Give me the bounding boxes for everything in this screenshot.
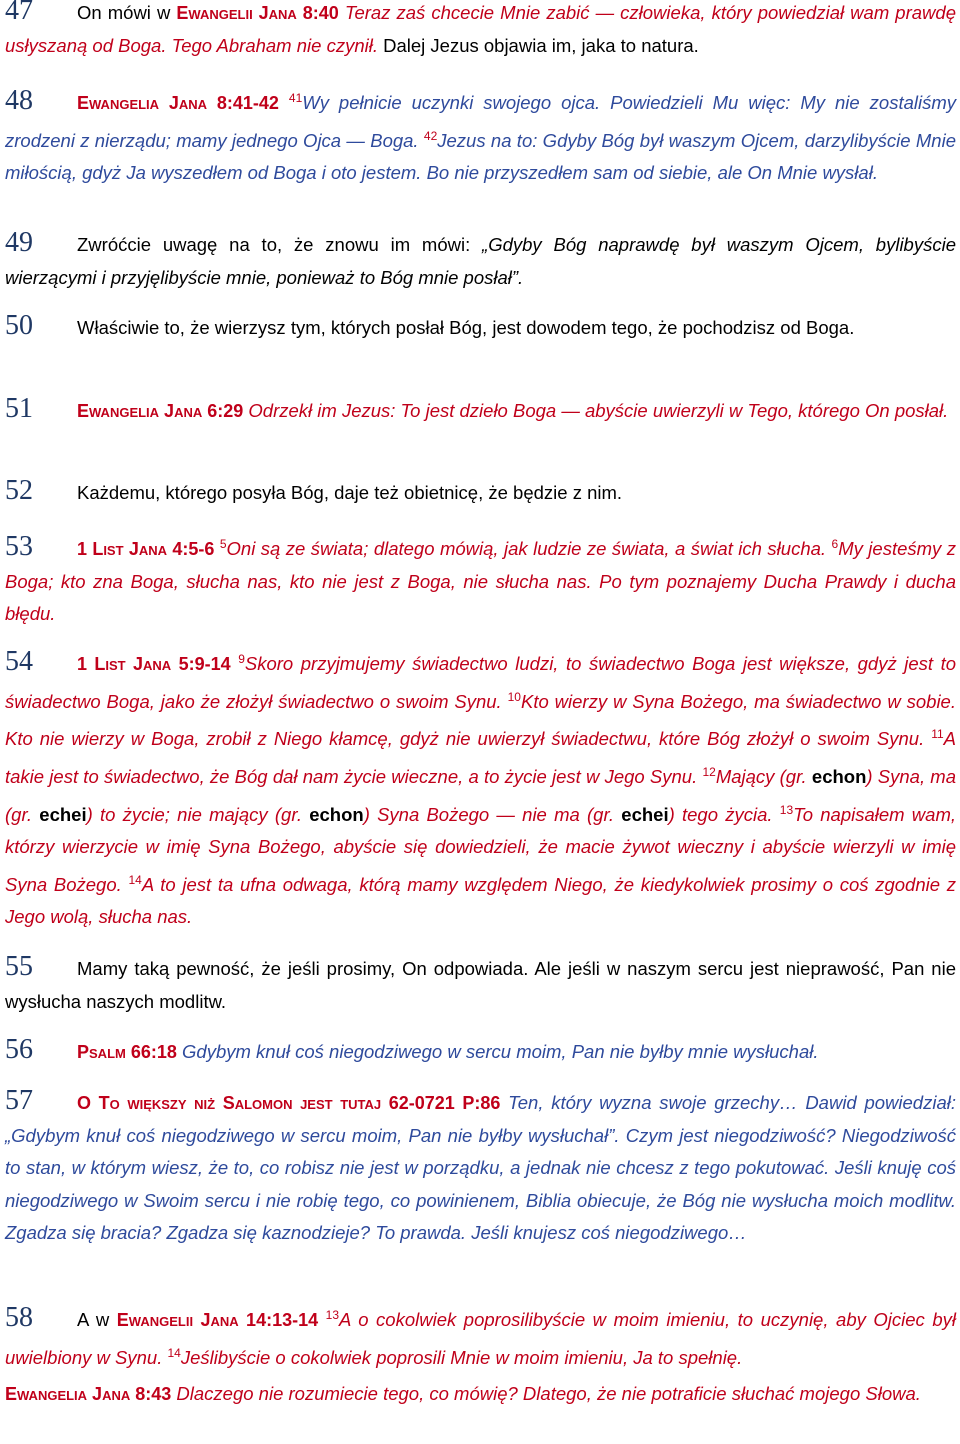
body-text: A w — [77, 1309, 117, 1331]
paragraph-number: 54 — [5, 646, 33, 678]
verse-number: 14 — [128, 872, 142, 887]
greek-word: echon — [811, 766, 867, 788]
scripture-reference: 1 List Jana 4:5-6 — [77, 539, 215, 560]
scripture-quote: Dlaczego nie rozumiecie tego, co mówię? Dlatego, że nie potraficie słuchać mojego Słowa. — [171, 1383, 921, 1404]
paragraph-54 — [5, 643, 956, 934]
paragraph-number: 53 — [5, 531, 33, 563]
scripture-quote: Odrzekł im Jezus: To jest dzieło Boga — abyście uwierzyli w Tego, którego On posłał. — [243, 400, 949, 421]
paragraph-48 — [5, 82, 956, 190]
body-text: Mamy taką pewność, że jeśli prosimy, On odpowiada. Ale jeśli w naszym sercu jest nieprawość, Pan nie wysłucha naszych modlitw. — [5, 958, 956, 1012]
paragraph-59 — [5, 1378, 956, 1411]
scripture-quote: To napisałem wam, którzy wierzycie w imię Syna Bożego, abyście się dowiedzieli, że macie żywot wieczny i abyście wierzyli w imię Syna Bożego. — [5, 803, 956, 895]
scripture-reference: Ewangelii Jana 14:13-14 — [116, 1310, 319, 1331]
scripture-quote: Wy pełnicie uczynki swojego ojca. Powiedzieli Mu więc: My nie zostaliśmy zrodzeni z nierządu; mamy jednego Ojca — Boga. — [5, 92, 957, 151]
verse-number: 13 — [325, 1308, 340, 1322]
sermon-reference: O To większy niż Salomon jest tutaj 62-0721 P:86 — [77, 1093, 501, 1113]
paragraph-number: 57 — [5, 1085, 33, 1116]
paragraph-50 — [5, 312, 956, 345]
paragraph-58 — [5, 1299, 956, 1374]
scripture-quote: Kto wierzy w Syna Bożego, ma świadectwo w sobie. Kto nie wierzy w Boga, zrobił z Niego kłamcę, gdyż nie uwierzył świadectwu, które Bóg złożył o swoim Synu. — [5, 690, 956, 750]
scripture-reference: Ewangelia Jana 8:41-42 — [77, 93, 279, 114]
paragraph-49 — [5, 229, 956, 294]
body-text: Każdemu, którego posyła Bóg, daje też obietnicę, że będzie z nim. — [77, 482, 623, 503]
greek-word: echei — [39, 803, 87, 825]
verse-number: 41 — [288, 91, 303, 105]
scripture-quote: Oni są ze świata; dlatego mówią, jak ludzie ze świata, a świat ich słucha. — [226, 538, 827, 560]
verse-number: 14 — [167, 1345, 181, 1360]
paragraph-51 — [5, 395, 956, 428]
sermon-quote: Ten, który wyzna swoje grzechy… Dawid powiedział: „Gdybym knuł coś niegodziwego w sercu moim, Pan nie byłby wysłuchał”. Czym jest niegodziwość? Niegodziwość to stan, w którym wiesz, że to, co robisz nie jest w porządku, a jednak nie chcesz z tego pokutować. Jeśli knuję coś niegodziwego w Swoim sercu i nie robię tego, co powinienem, Biblia obiecuje, że Bóg nie wysłucha moich modlitw. Zgadza się bracia? Zgadza się kaznodzieje? To prawda. Jeśli knujesz coś niegodziwego… — [5, 1092, 956, 1243]
body-text: On mówi w — [77, 2, 177, 23]
paragraph-number: 48 — [5, 85, 33, 117]
body-text: Właściwie to, że wierzysz tym, których posłał Bóg, jest dowodem tego, że pochodzisz od Boga. — [77, 317, 855, 338]
scripture-quote: Jezus na to: Gdyby Bóg był waszym Ojcem, darzylibyście Mnie miłością, gdyż Ja wyszedłem od Boga i oto jestem. Bo nie przyszedłem sam od siebie, ale On Mnie wysłał. — [5, 129, 956, 184]
paragraph-52 — [5, 477, 956, 510]
body-text: Dalej Jezus objawia im, jaka to natura. — [377, 34, 699, 56]
verse-number: 42 — [423, 128, 438, 143]
paragraph-number: 52 — [5, 475, 33, 506]
scripture-quote: A o cokolwiek poprosilibyście w moim imieniu, to uczynię, aby Ojciec był uwielbiony w Synu. — [5, 1309, 956, 1368]
scripture-quote: Teraz zaś chcecie Mnie zabić — człowieka, który powiedział wam prawdę usłyszaną od Boga. Tego Abraham nie czynił. — [5, 2, 956, 56]
verse-number: 13 — [779, 802, 794, 817]
paragraph-number: 56 — [5, 1034, 33, 1065]
verse-number: 11 — [931, 727, 944, 742]
verse-number: 9 — [238, 652, 245, 666]
scripture-quote: Skoro przyjmujemy świadectwo ludzi, to świadectwo Boga jest większe, gdyż jest to świadectwo Boga, jako że złożył świadectwo o swoim Synu. — [5, 653, 957, 712]
scripture-quote: My jesteśmy z Boga; kto zna Boga, słucha nas, kto nie jest z Boga, nie słucha nas. Po tym poznajemy Ducha Prawdy i ducha błędu. — [5, 538, 957, 625]
scripture-quote: ) to życie; nie mający (gr. — [86, 803, 310, 825]
scripture-reference: Ewangelia Jana 6:29 — [77, 401, 244, 421]
scripture-quote: Jeślibyście o cokolwiek poprosili Mnie w moim imieniu, Ja to spełnię. — [180, 1346, 743, 1368]
paragraph-number: 51 — [5, 393, 33, 424]
scripture-quote: A to jest ta ufna odwaga, którą mamy względem Niego, że kiedykolwiek prosimy o coś zgodnie z Jego wolą, słucha nas. — [5, 873, 956, 928]
paragraph-55 — [5, 953, 956, 1018]
scripture-quote: Mający (gr. — [715, 766, 812, 788]
scripture-quote: Gdybym knuł coś niegodziwego w sercu moim, Pan nie byłby mnie wysłuchał. — [176, 1041, 819, 1062]
paragraph-47 — [5, 0, 956, 62]
scripture-reference: 1 List Jana 5:9-14 — [77, 654, 231, 675]
scripture-quote: ) Syna Bożego — nie ma (gr. — [363, 803, 622, 825]
paragraph-number: 58 — [5, 1302, 33, 1334]
paragraph-53 — [5, 528, 956, 631]
greek-word: echei — [621, 803, 669, 825]
scripture-reference: Psalm 66:18 — [77, 1042, 177, 1062]
greek-word: echon — [309, 803, 364, 825]
scripture-reference: Ewangelii Jana 8:40 — [176, 3, 339, 23]
verse-number: 12 — [702, 764, 716, 779]
verse-number: 5 — [219, 537, 227, 551]
quote-text: „Gdyby Bóg naprawdę był waszym Ojcem, bylibyście wierzącymi i przyjęlibyście mnie, ponieważ to Bóg mnie posłał”. — [5, 234, 956, 288]
paragraph-57 — [5, 1087, 956, 1250]
paragraph-56 — [5, 1036, 956, 1069]
scripture-quote: ) tego życia. — [668, 803, 773, 825]
scripture-reference: Ewangelia Jana 8:43 — [5, 1384, 172, 1404]
paragraph-number: 49 — [5, 227, 33, 258]
body-text: Zwróćcie uwagę na to, że znowu im mówi: — [77, 234, 483, 255]
verse-number: 10 — [507, 689, 521, 704]
paragraph-number: 50 — [5, 310, 33, 341]
scripture-quote: A takie jest to świadectwo, że Bóg dał nam życie wieczne, a to życie jest w Jego Synu. — [5, 728, 956, 788]
verse-number: 6 — [831, 537, 839, 551]
paragraph-number: 47 — [5, 0, 33, 26]
scripture-quote: ) Syna, ma (gr. — [5, 766, 957, 825]
paragraph-number: 55 — [5, 951, 33, 982]
